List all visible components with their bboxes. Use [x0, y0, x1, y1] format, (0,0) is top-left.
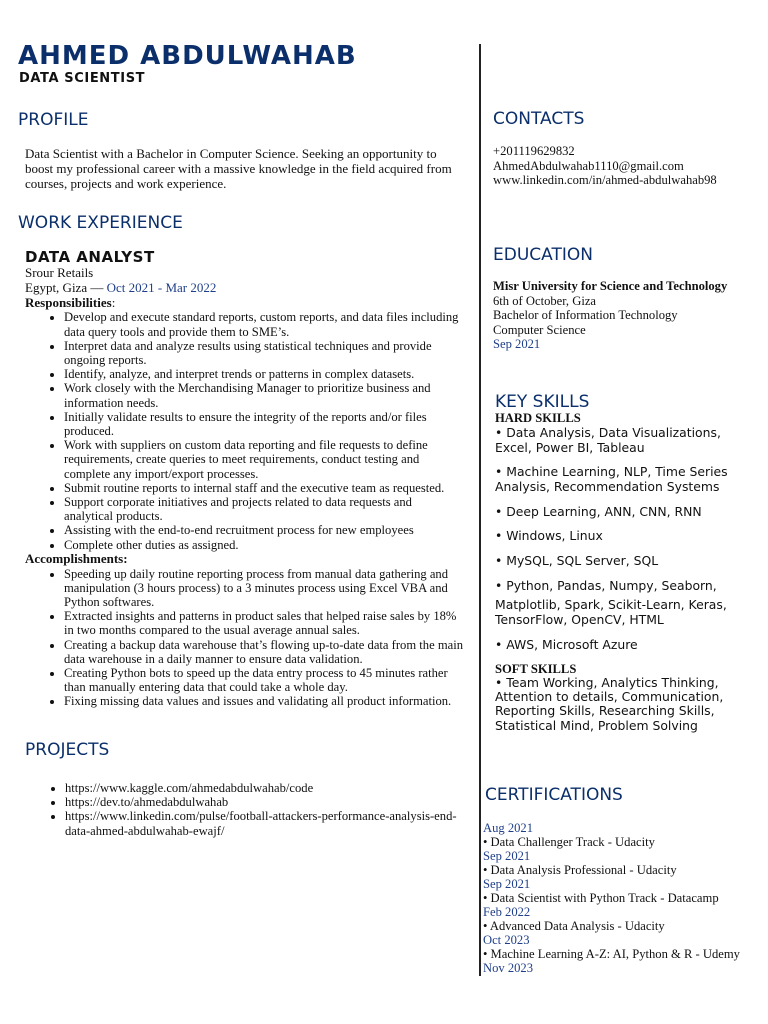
- responsibilities-label: Responsibilities: [25, 294, 112, 310]
- soft-skills-label: SOFT SKILLS: [495, 662, 577, 676]
- list-item: • Interpret data and analyze results using statistical techniques and provide ongoing reports.: [64, 339, 464, 367]
- work-section: [18, 213, 473, 709]
- profile-heading: PROFILE: [18, 110, 89, 130]
- certifications-section: [483, 785, 765, 975]
- hard-skill-item: • Machine Learning, NLP, Time Series Analysis, Recommendation Systems: [495, 464, 728, 494]
- hard-skills-label: HARD SKILLS: [495, 411, 581, 425]
- linkedin-link[interactable]: www.linkedin.com/in/ahmed-abdulwahab98: [493, 173, 717, 187]
- column-divider: [479, 44, 481, 976]
- hard-skill-item: Matplotlib, Spark, Scikit-Learn, Keras, TensorFlow, OpenCV, HTML: [495, 597, 727, 627]
- list-item: • Work with suppliers on custom data reporting and file requests to define requirements, create queries to meet requirements, conduct testing and complete any import/export processes.: [64, 438, 464, 481]
- list-item: • Initially validate results to ensure the integrity of the reports and/or files produced.: [64, 410, 464, 438]
- phone-number: +201119629832: [493, 144, 575, 158]
- candidate-name: AHMED ABDULWAHAB: [18, 41, 357, 71]
- work-company: Srour Retails: [25, 265, 94, 280]
- cert-name: • Advanced Data Analysis - Udacity: [483, 919, 665, 933]
- profile-section: [18, 110, 468, 191]
- cert-date: Nov 2023: [483, 961, 534, 975]
- graduation-date: Sep 2021: [493, 337, 541, 352]
- list-item: • Work closely with the Merchandising Manager to prioritize business and information needs.: [64, 381, 464, 409]
- hard-skill-item: • Deep Learning, ANN, CNN, RNN: [495, 504, 702, 519]
- degree: Bachelor of Information Technology: [493, 308, 678, 323]
- accomplishments-list: [18, 567, 469, 709]
- hard-skill-item: • MySQL, SQL Server, SQL: [495, 553, 659, 568]
- list-item: • Submit routine reports to internal staff and the executive team as requested.: [64, 481, 464, 495]
- cert-date: Feb 2022: [483, 905, 531, 919]
- skills-section: [495, 392, 765, 733]
- work-location: Egypt, Giza —: [25, 279, 107, 295]
- contacts-heading: CONTACTS: [493, 109, 585, 129]
- work-location-line: [25, 281, 473, 296]
- responsibilities-list: [18, 310, 464, 551]
- list-item: • Fixing missing data values and issues and validating all product information.: [64, 694, 469, 708]
- cert-date: Sep 2021: [483, 877, 531, 891]
- project-link[interactable]: • https://www.linkedin.com/pulse/football-attackers-performance-analysis-end-data-ahmed-abdulwahab-ewajf/: [65, 809, 470, 837]
- cert-name: • Data Analysis Professional - Udacity: [483, 863, 677, 877]
- work-job-title: DATA ANALYST: [25, 248, 155, 266]
- list-item: • Assisting with the end-to-end recruitment process for new employees: [64, 523, 464, 537]
- list-item: • Creating Python bots to speed up the data entry process to 45 minutes rather than manually entering data that could take a whole day.: [64, 666, 469, 694]
- hard-skill-item: • Windows, Linux: [495, 528, 603, 543]
- certifications-heading: CERTIFICATIONS: [485, 785, 623, 805]
- responsibilities-label-line: Responsibilities:: [25, 294, 116, 310]
- education-details: [493, 279, 765, 352]
- list-item: • Extracted insights and patterns in product sales that helped raise sales by 18% in two months compared to the usual average annual sales.: [64, 609, 469, 637]
- email-link[interactable]: AhmedAbdulwahab1110@gmail.com: [493, 158, 684, 173]
- cert-name: • Data Challenger Track - Udacity: [483, 835, 655, 849]
- cert-date: Aug 2021: [483, 821, 534, 835]
- work-heading: WORK EXPERIENCE: [18, 213, 183, 233]
- cert-name: • Data Scientist with Python Track - Datacamp: [483, 891, 719, 905]
- school-city: 6th of October, Giza: [493, 293, 597, 308]
- projects-list: [25, 781, 470, 838]
- education-section: [493, 245, 765, 352]
- contacts-section: [493, 109, 763, 188]
- hard-skill-item: • AWS, Microsoft Azure: [495, 637, 638, 652]
- cert-date: Sep 2021: [483, 849, 531, 863]
- list-item: • Creating a backup data warehouse that’s flowing up-to-date data from the main data warehouse in a daily manner to ensure data validation.: [64, 638, 469, 666]
- hard-skill-item: • Python, Pandas, Numpy, Seaborn,: [495, 578, 717, 593]
- projects-section: [25, 740, 470, 838]
- cert-name: • Machine Learning A-Z: AI, Python & R - Udemy: [483, 947, 740, 961]
- accomplishments-label: Accomplishments:: [25, 550, 128, 566]
- contacts-list: [493, 144, 763, 188]
- school-name: Misr University for Science and Technology: [493, 279, 728, 293]
- soft-skills-text: • Team Working, Analytics Thinking, Attention to details, Communication, Reporting Skills, Researching Skills, Statistical Mind, Problem Solving: [495, 675, 724, 733]
- job-title-header: DATA SCIENTIST: [19, 71, 146, 86]
- project-link[interactable]: • https://dev.to/ahmedabdulwahab: [65, 795, 470, 809]
- cert-date: Oct 2023: [483, 933, 530, 947]
- list-item: • Complete other duties as assigned.: [64, 538, 464, 552]
- major: Computer Science: [493, 322, 586, 337]
- list-item: • Speeding up daily routine reporting process from manual data gathering and manipulation (3 hours process) to a 3 minutes process using Excel VBA and Python softwares.: [64, 567, 469, 610]
- certifications-list: [483, 821, 765, 975]
- list-item: • Identify, analyze, and interpret trends or patterns in complex datasets.: [64, 367, 464, 381]
- project-link[interactable]: • https://www.kaggle.com/ahmedabdulwahab/code: [65, 781, 470, 795]
- list-item: • Support corporate initiatives and projects related to data requests and analytical products.: [64, 495, 464, 523]
- education-heading: EDUCATION: [493, 245, 593, 265]
- list-item: • Develop and execute standard reports, custom reports, and data files including data query tools and provide them to SME’s.: [64, 310, 464, 338]
- skills-heading: KEY SKILLS: [495, 392, 590, 412]
- hard-skill-item: • Data Analysis, Data Visualizations, Excel, Power BI, Tableau: [495, 425, 721, 455]
- work-dates: Oct 2021 - Mar 2022: [106, 279, 217, 295]
- profile-text: Data Scientist with a Bachelor in Computer Science. Seeking an opportunity to boost my professional career with a massive knowledge in the field acquired from courses, projects and work experience.: [25, 146, 452, 191]
- projects-heading: PROJECTS: [25, 740, 110, 760]
